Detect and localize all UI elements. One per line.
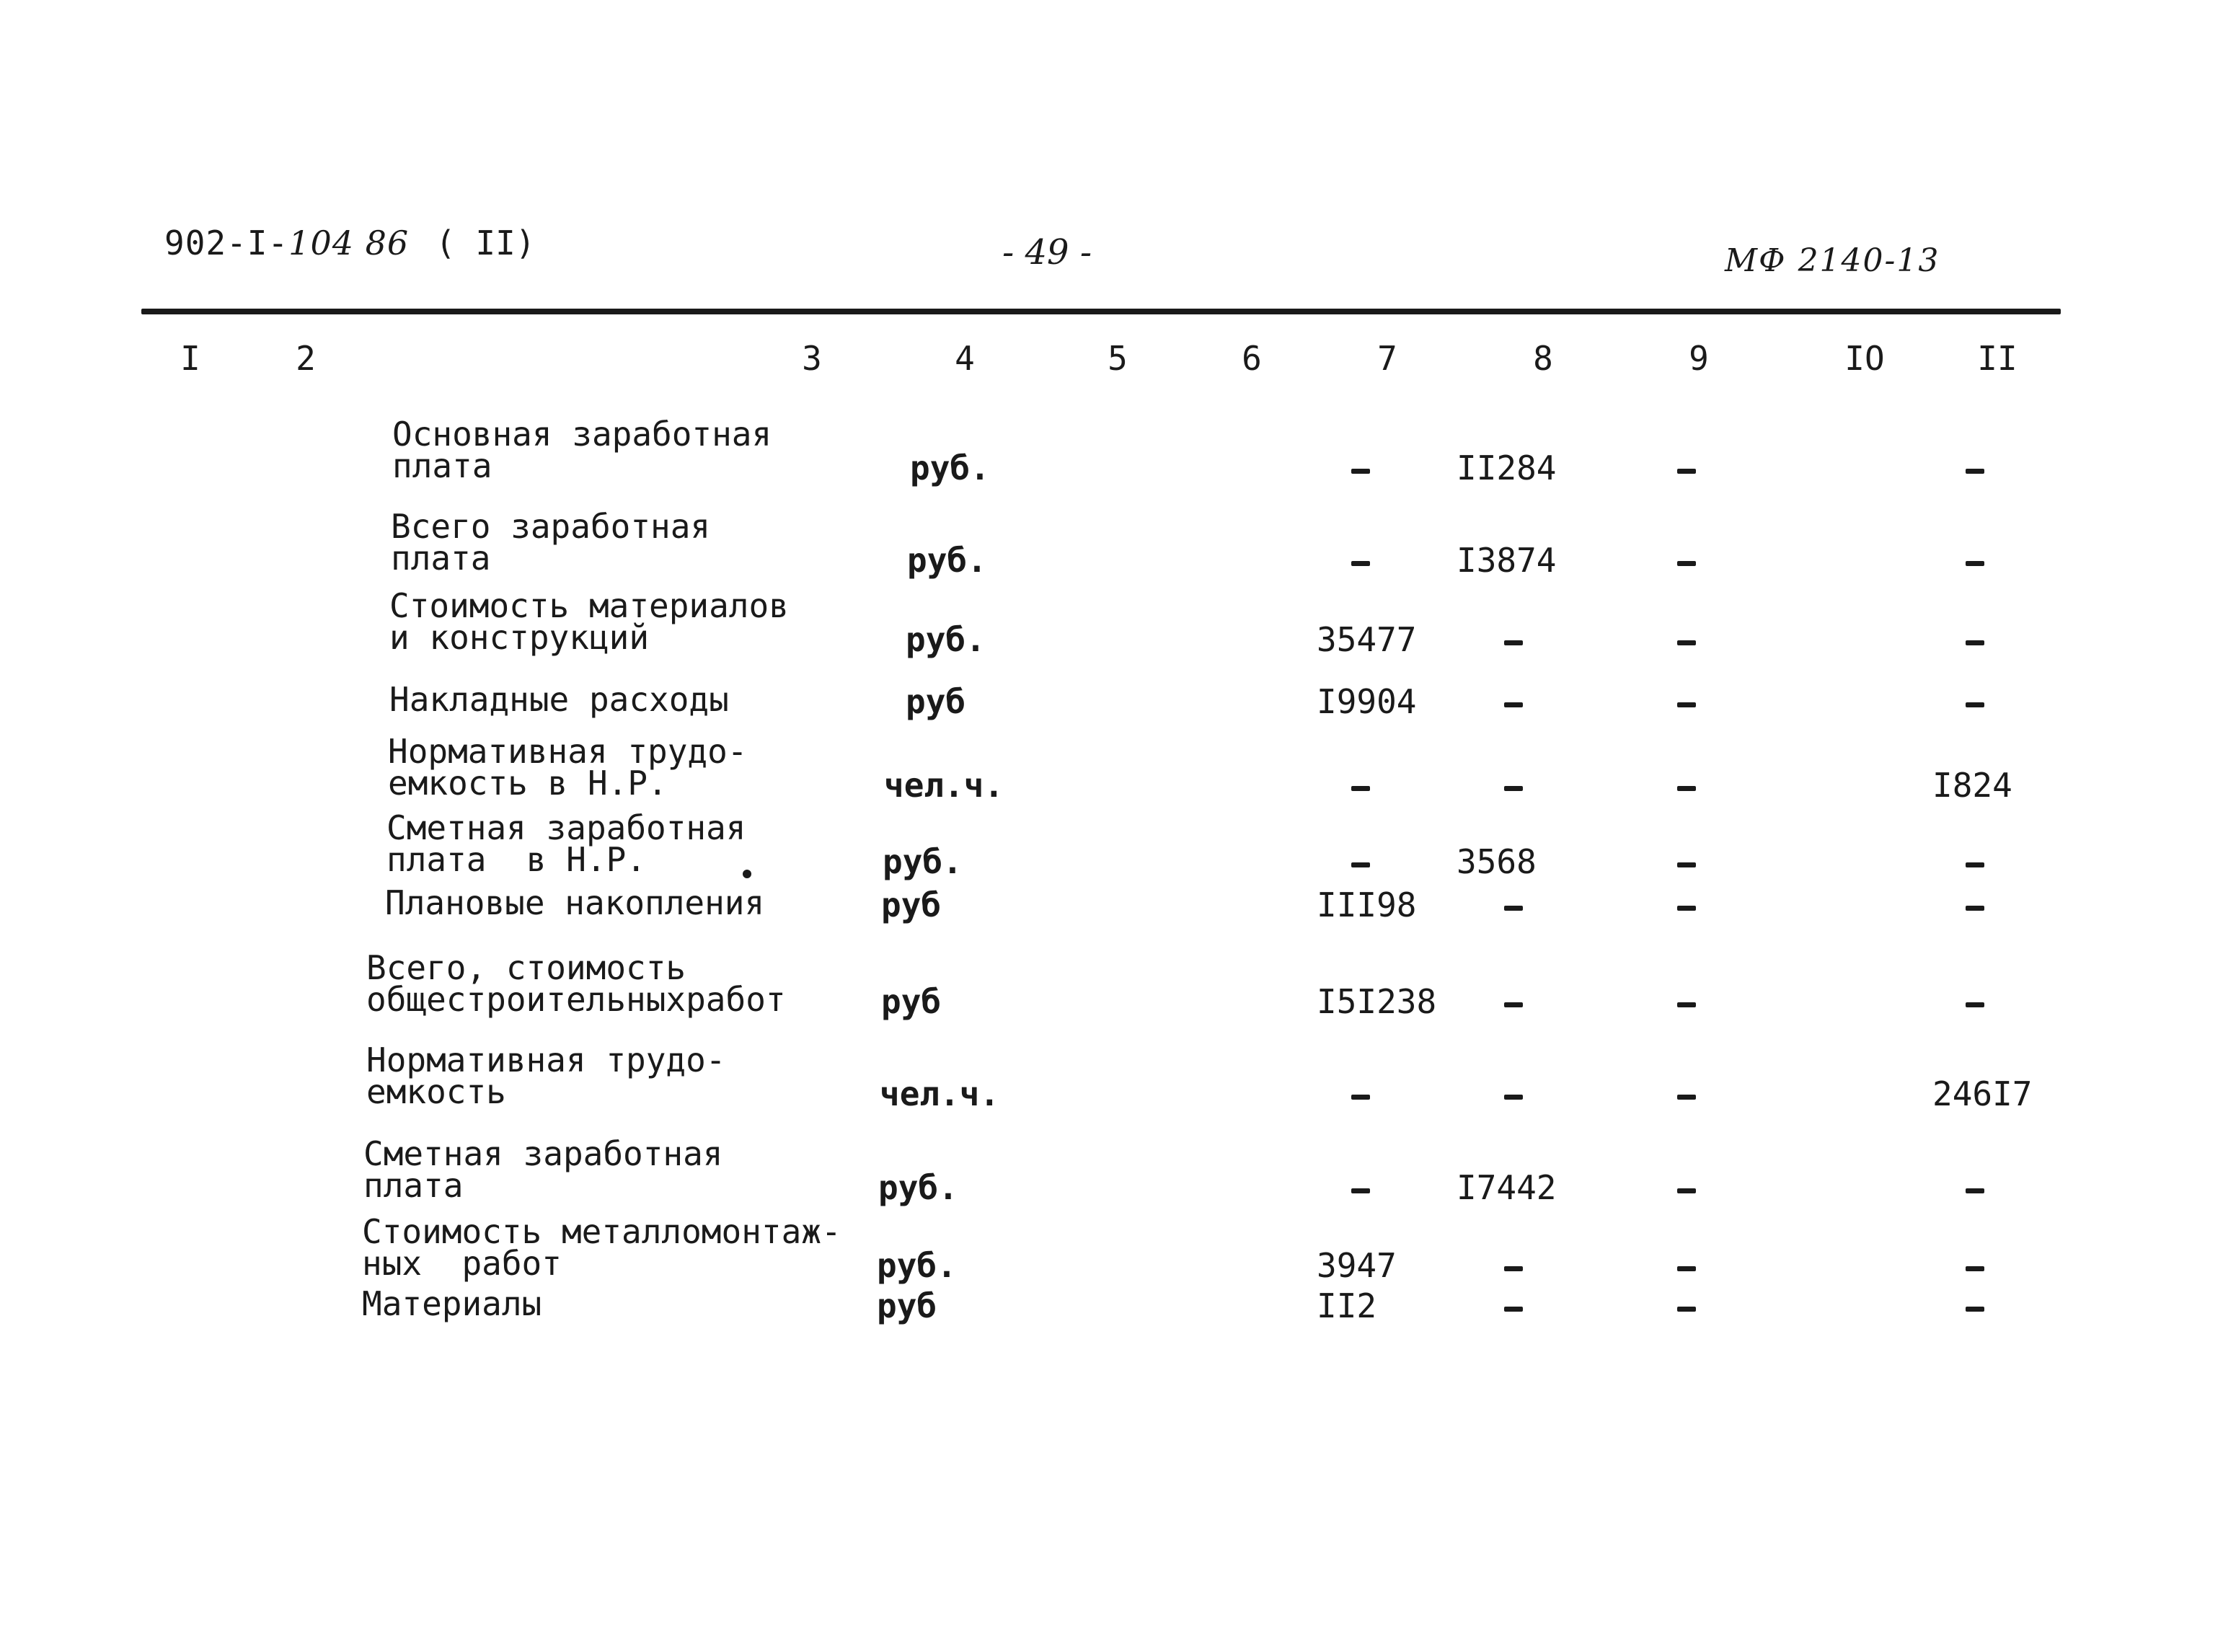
row-unit: руб. <box>883 842 963 881</box>
column-number-3: 3 <box>802 339 822 378</box>
cell-dash-c9 <box>1677 862 1696 867</box>
column-number-5: 5 <box>1108 339 1128 378</box>
row-label-line: Всего заработная <box>391 507 711 546</box>
row-label-line: плата <box>391 539 491 578</box>
row-label <box>362 1284 542 1323</box>
cell-dash-c11 <box>1966 906 1984 911</box>
cell-dash-c9 <box>1677 1307 1696 1312</box>
cell-value-c11: I824 <box>1932 766 2012 805</box>
cell-dash-c9 <box>1677 1095 1696 1100</box>
row-unit: руб <box>906 682 966 721</box>
column-number-2: 2 <box>296 339 316 378</box>
row-unit: руб. <box>910 449 990 487</box>
row-label <box>363 1134 723 1205</box>
cell-dash-c7 <box>1351 469 1370 474</box>
stray-mark <box>743 870 751 878</box>
cell-dash-c11 <box>1966 561 1984 566</box>
cell-dash-c11 <box>1966 862 1984 867</box>
row-unit: руб. <box>906 620 986 659</box>
cell-dash-c11 <box>1966 1002 1984 1007</box>
row-label <box>386 808 746 879</box>
row-unit: чел.ч. <box>884 766 1004 805</box>
cell-dash-c11 <box>1966 1266 1984 1271</box>
row-label-line: Основная заработная <box>392 415 772 454</box>
document-number-prefix: 902-I- <box>164 224 289 262</box>
page-number: - 49 - <box>1002 232 1092 273</box>
cell-dash-c11 <box>1966 702 1984 707</box>
row-label-line: плата <box>392 446 492 485</box>
row-label-line: ных работ <box>362 1244 562 1283</box>
column-number-1: I <box>180 339 200 378</box>
column-number-6: 6 <box>1242 339 1262 378</box>
row-unit: руб. <box>877 1246 957 1285</box>
document-code: МФ 2140-13 <box>1725 242 1940 279</box>
cell-dash-c7 <box>1351 862 1370 867</box>
cell-value-c8: 3568 <box>1457 842 1537 881</box>
cell-value-c7: 3947 <box>1317 1246 1397 1285</box>
cell-dash-c9 <box>1677 1188 1696 1193</box>
cell-dash-c8 <box>1504 1002 1523 1007</box>
row-label-line: Нормативная трудо- <box>388 732 748 771</box>
document-number <box>164 224 409 262</box>
row-unit: чел.ч. <box>880 1074 1000 1113</box>
cell-dash-c9 <box>1677 561 1696 566</box>
row-unit: руб. <box>907 541 987 580</box>
row-label <box>389 586 789 657</box>
cell-dash-c11 <box>1966 1307 1984 1312</box>
cell-dash-c11 <box>1966 1188 1984 1193</box>
row-label <box>388 732 748 803</box>
row-label-line: Стоимость материалов <box>389 586 789 625</box>
cell-dash-c9 <box>1677 640 1696 645</box>
row-unit: руб. <box>878 1168 958 1207</box>
row-label-line: плата в Н.Р. <box>386 840 647 879</box>
cell-value-c7: 35477 <box>1317 620 1417 659</box>
cell-value-c11: 246I7 <box>1932 1074 2033 1113</box>
cell-value-c7: I9904 <box>1317 682 1417 721</box>
row-unit: руб <box>877 1286 937 1325</box>
row-label-line: емкость в Н.Р. <box>388 764 668 803</box>
cell-value-c7: II2 <box>1317 1286 1377 1325</box>
row-label-line: плата <box>363 1166 464 1205</box>
row-label-line: Плановые накопления <box>385 883 765 922</box>
row-label-line: емкость <box>366 1072 506 1111</box>
cell-dash-c7 <box>1351 1188 1370 1193</box>
cell-dash-c9 <box>1677 1266 1696 1271</box>
column-number-11: II <box>1977 339 2018 378</box>
cell-dash-c9 <box>1677 786 1696 791</box>
cell-value-c8: II284 <box>1457 449 1557 487</box>
cell-value-c7: III98 <box>1317 885 1417 924</box>
row-unit: руб <box>881 982 942 1021</box>
document-part: ( II) <box>436 224 536 262</box>
column-number-7: 7 <box>1377 339 1397 378</box>
row-label-line: Стоимость металломонтаж- <box>362 1212 841 1251</box>
row-label <box>362 1212 841 1283</box>
row-label <box>392 415 772 485</box>
column-number-10: IO <box>1844 339 1885 378</box>
cell-dash-c8 <box>1504 1095 1523 1100</box>
header-rule <box>141 309 2061 314</box>
row-label-line: общестроительныхработ <box>366 980 786 1019</box>
cell-value-c8: I7442 <box>1457 1168 1557 1207</box>
document-number-handwritten: 104 86 <box>288 224 410 262</box>
row-label-line: Сметная заработная <box>363 1134 723 1173</box>
cell-dash-c7 <box>1351 1095 1370 1100</box>
column-number-4: 4 <box>955 339 975 378</box>
cell-dash-c8 <box>1504 702 1523 707</box>
row-label-line: Всего, стоимость <box>366 948 686 987</box>
cell-dash-c9 <box>1677 702 1696 707</box>
cell-dash-c8 <box>1504 1266 1523 1271</box>
cell-dash-c8 <box>1504 786 1523 791</box>
cell-dash-c11 <box>1966 640 1984 645</box>
row-label <box>385 883 765 922</box>
row-label-line: Нормативная трудо- <box>366 1041 726 1079</box>
cell-dash-c11 <box>1966 469 1984 474</box>
cell-dash-c9 <box>1677 906 1696 911</box>
row-label <box>389 680 729 719</box>
row-label-line: Накладные расходы <box>389 680 729 719</box>
cell-value-c7: I5I238 <box>1317 982 1437 1021</box>
cell-dash-c9 <box>1677 1002 1696 1007</box>
row-unit: руб <box>881 885 942 924</box>
column-number-8: 8 <box>1533 339 1553 378</box>
row-label <box>366 948 786 1019</box>
row-label <box>366 1041 726 1111</box>
cell-dash-c7 <box>1351 561 1370 566</box>
row-label-line: и конструкций <box>389 618 650 657</box>
cell-dash-c8 <box>1504 640 1523 645</box>
cell-dash-c9 <box>1677 469 1696 474</box>
cell-dash-c7 <box>1351 786 1370 791</box>
column-number-9: 9 <box>1689 339 1709 378</box>
cell-dash-c8 <box>1504 1307 1523 1312</box>
row-label <box>391 507 711 578</box>
cell-value-c8: I3874 <box>1457 541 1557 580</box>
cell-dash-c8 <box>1504 906 1523 911</box>
row-label-line: Материалы <box>362 1284 542 1323</box>
row-label-line: Сметная заработная <box>386 808 746 847</box>
